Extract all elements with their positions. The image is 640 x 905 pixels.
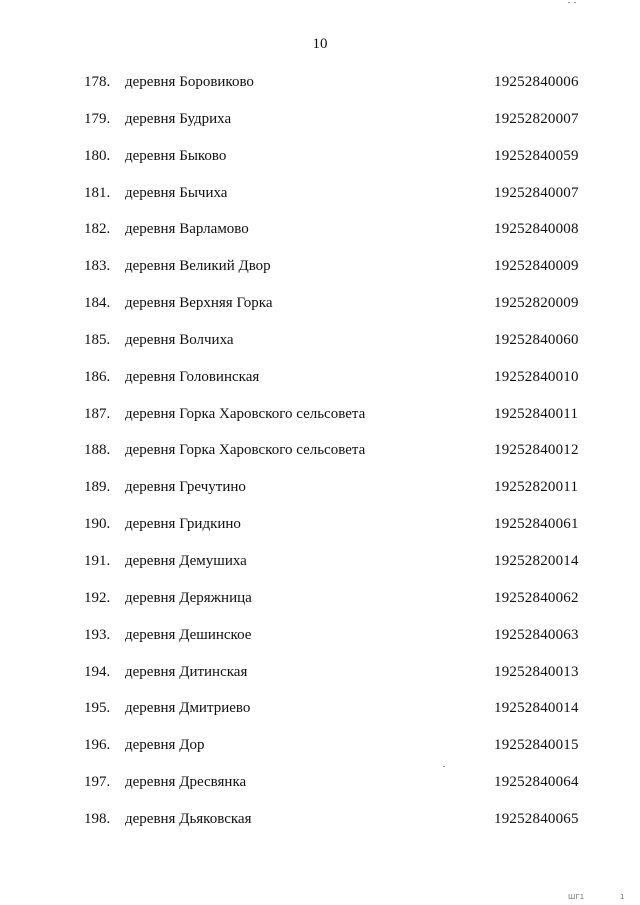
- entry-name: деревня Гречутино: [125, 479, 246, 496]
- list-item: [0, 590, 640, 627]
- entry-code: 19252840061: [494, 516, 579, 533]
- entry-code: 19252840059: [494, 147, 579, 164]
- list-item: [0, 737, 640, 774]
- scan-mark-dot: 1: [620, 893, 625, 901]
- list-item: [0, 74, 640, 111]
- entry-name: деревня Варламово: [125, 221, 249, 238]
- entry-name: деревня Великий Двор: [125, 258, 271, 275]
- list-item: [0, 553, 640, 590]
- page-number: 10: [312, 36, 328, 52]
- list-item: [0, 774, 640, 811]
- entry-name: деревня Будриха: [125, 110, 232, 127]
- entry-name: деревня Дмитриево: [125, 700, 251, 717]
- entry-number: 183.: [84, 258, 111, 275]
- entry-name: деревня Головинская: [125, 368, 260, 385]
- entry-code: 19252840008: [494, 221, 579, 238]
- entry-number: 185.: [84, 331, 111, 348]
- scan-speck: [443, 766, 445, 767]
- entry-number: 180.: [84, 147, 111, 164]
- entry-name: деревня Бычиха: [125, 184, 228, 201]
- list-item: [0, 664, 640, 701]
- entry-number: 186.: [84, 368, 111, 385]
- entry-number: 181.: [84, 184, 111, 201]
- entry-code: 19252840013: [494, 663, 579, 680]
- entry-code: 19252820011: [494, 479, 579, 496]
- entry-code: 19252820009: [494, 295, 579, 312]
- entry-code: 19252820007: [494, 110, 579, 127]
- list-item: [0, 627, 640, 664]
- entry-code: 19252840012: [494, 442, 579, 459]
- entry-code: 19252840060: [494, 331, 579, 348]
- scan-mark-text: ШГ1: [568, 893, 585, 901]
- settlement-list: [0, 74, 640, 848]
- entry-code: 19252840006: [494, 74, 579, 90]
- scan-speck: [574, 2, 576, 3]
- entry-number: 193.: [84, 626, 111, 643]
- entry-number: 195.: [84, 700, 111, 717]
- entry-code: 19252840065: [494, 810, 579, 827]
- entry-number: 184.: [84, 295, 111, 312]
- entry-name: деревня Волчиха: [125, 331, 234, 348]
- list-item: [0, 442, 640, 479]
- entry-name: деревня Гридкино: [125, 516, 241, 533]
- list-item: [0, 369, 640, 406]
- entry-number: 190.: [84, 516, 111, 533]
- list-item: [0, 148, 640, 185]
- entry-number: 194.: [84, 663, 111, 680]
- list-item: [0, 700, 640, 737]
- list-item: [0, 295, 640, 332]
- entry-number: 192.: [84, 589, 111, 606]
- entry-number: 187.: [84, 405, 111, 422]
- entry-code: 19252840010: [494, 368, 579, 385]
- entry-name: деревня Демушиха: [125, 552, 247, 569]
- entry-name: деревня Боровиково: [125, 74, 254, 90]
- entry-name: деревня Дешинское: [125, 626, 252, 643]
- entry-number: 188.: [84, 442, 111, 459]
- entry-name: деревня Горка Харовского сельсовета: [125, 442, 366, 459]
- entry-code: 19252820014: [494, 552, 579, 569]
- entry-name: деревня Дор: [125, 737, 205, 754]
- entry-code: 19252840011: [494, 405, 579, 422]
- entry-number: 191.: [84, 552, 111, 569]
- entry-number: 197.: [84, 774, 111, 791]
- entry-name: деревня Дитинская: [125, 663, 248, 680]
- entry-number: 196.: [84, 737, 111, 754]
- list-item: [0, 258, 640, 295]
- entry-name: деревня Горка Харовского сельсовета: [125, 405, 366, 422]
- entry-number: 198.: [84, 810, 111, 827]
- entry-number: 182.: [84, 221, 111, 238]
- entry-code: 19252840062: [494, 589, 579, 606]
- entry-name: деревня Деряжница: [125, 589, 252, 606]
- list-item: [0, 811, 640, 848]
- scan-speck: [568, 2, 570, 3]
- entry-number: 179.: [84, 110, 111, 127]
- entry-code: 19252840015: [494, 737, 579, 754]
- list-item: [0, 406, 640, 443]
- entry-code: 19252840009: [494, 258, 579, 275]
- entry-code: 19252840064: [494, 774, 579, 791]
- entry-name: деревня Быково: [125, 147, 227, 164]
- list-item: [0, 332, 640, 369]
- list-item: [0, 516, 640, 553]
- list-item: [0, 185, 640, 222]
- entry-code: 19252840007: [494, 184, 579, 201]
- list-item: [0, 221, 640, 258]
- list-item: [0, 111, 640, 148]
- entry-code: 19252840063: [494, 626, 579, 643]
- entry-name: деревня Верхняя Горка: [125, 295, 273, 312]
- entry-code: 19252840014: [494, 700, 579, 717]
- entry-number: 189.: [84, 479, 111, 496]
- entry-name: деревня Дресвянка: [125, 774, 247, 791]
- list-item: [0, 479, 640, 516]
- entry-number: 178.: [84, 74, 111, 90]
- entry-name: деревня Дьяковская: [125, 810, 252, 827]
